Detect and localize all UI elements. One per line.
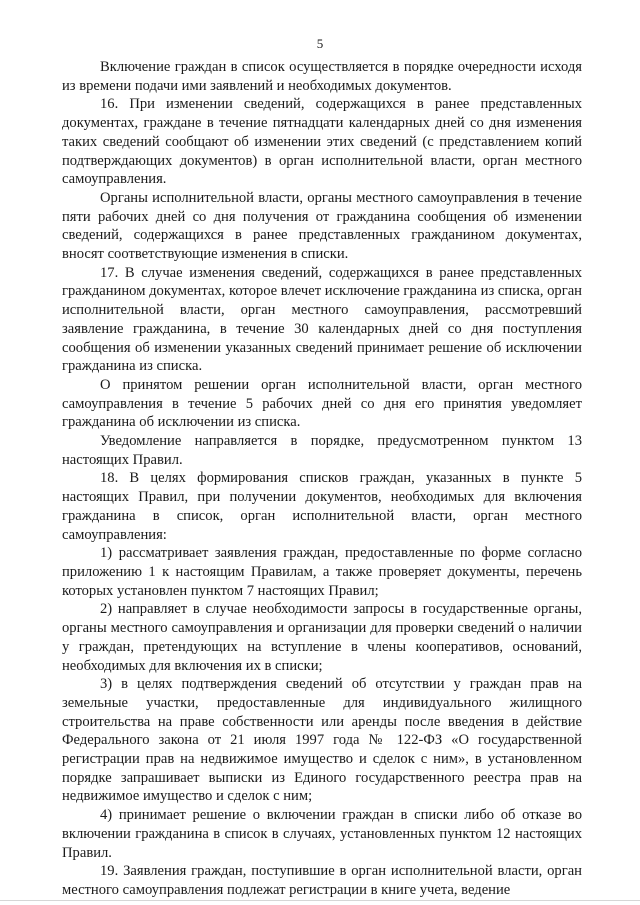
paragraph-18: 18. В целях формирования списков граждан, указанных в пункте 5 настоящих Правил, при получении документов, необходимых для включения гражданина в список, орган исполнительной власти, орган местного самоуправления: bbox=[62, 470, 582, 543]
paragraph-18-item-3: 3) в целях подтверждения сведений об отсутствии у граждан прав на земельные участки, предоставленные для индивидуального жилищного строительства на праве собственности или аренды после введения в действие Федерального закона от 21 июля 1997 года № 122-ФЗ «О государственной регистрации прав на недвижимое имущество и сделок с ним», в установленном порядке запрашивает выписки из Единого государственного реестра прав на недвижимое имущество и сделок с ним; bbox=[62, 676, 582, 805]
page-bottom-edge bbox=[0, 900, 640, 901]
paragraph-17: 17. В случае изменения сведений, содержащихся в ранее представленных гражданином документах, которое влечет исключение гражданина из списка, орган исполнительной власти, орган местного самоуправления, рассмотревший заявление гражданина, в течение 30 календарных дней со дня поступления сообщения об изменении указанных сведений принимает решение об исключении гражданина из списка. bbox=[62, 264, 582, 375]
paragraph-17-decision-notice: О принятом решении орган исполнительной власти, орган местного самоуправления в течение 5 рабочих дней со дня его принятия уведомляет гражданина об исключении из списка. bbox=[62, 376, 582, 431]
page-number: 5 bbox=[316, 36, 324, 51]
paragraph-16-authorities: Органы исполнительной власти, органы местного самоуправления в течение пяти рабочих дней со дня получения от гражданина сообщения об изменении сведений, содержащихся в ранее представленных гражданином документах, вносят соответствующие изменения в списки. bbox=[62, 189, 582, 263]
paragraph-16: 16. При изменении сведений, содержащихся в ранее представленных документах, граждане в течение пятнадцати календарных дней со дня изменения таких сведений сообщают об изменении этих сведений (с представлением копий подтверждающих документов) в орган исполнительной власти, орган местного самоуправления. bbox=[62, 96, 582, 188]
paragraph-18-item-2: 2) направляет в случае необходимости запросы в государственные органы, органы местного самоуправления и организации для проверки сведений о наличии у граждан, претендующих на вступление в члены кооперативов, оснований, необходимых для включения их в списки; bbox=[62, 601, 582, 674]
paragraph-18-item-4: 4) принимает решение о включении граждан в списки либо об отказе во включении гражданина в список в случаях, установленных пунктом 12 настоящих Правил. bbox=[62, 807, 582, 861]
paragraph-17-notification: Уведомление направляется в порядке, предусмотренном пунктом 13 настоящих Правил. bbox=[62, 433, 582, 468]
document-body bbox=[62, 58, 582, 900]
paragraph-queue-order: Включение граждан в список осуществляется в порядке очередности исходя из времени подачи ими заявлений и необходимых документов. bbox=[62, 59, 582, 94]
paragraph-18-item-1: 1) рассматривает заявления граждан, предоставленные по форме согласно приложению 1 к настоящим Правилам, а также проверяет документы, перечень которых установлен пунктом 7 настоящих Правил; bbox=[62, 545, 582, 599]
paragraph-19: 19. Заявления граждан, поступившие в орган исполнительной власти, орган местного самоуправления подлежат регистрации в книге учета, ведение bbox=[62, 863, 582, 898]
